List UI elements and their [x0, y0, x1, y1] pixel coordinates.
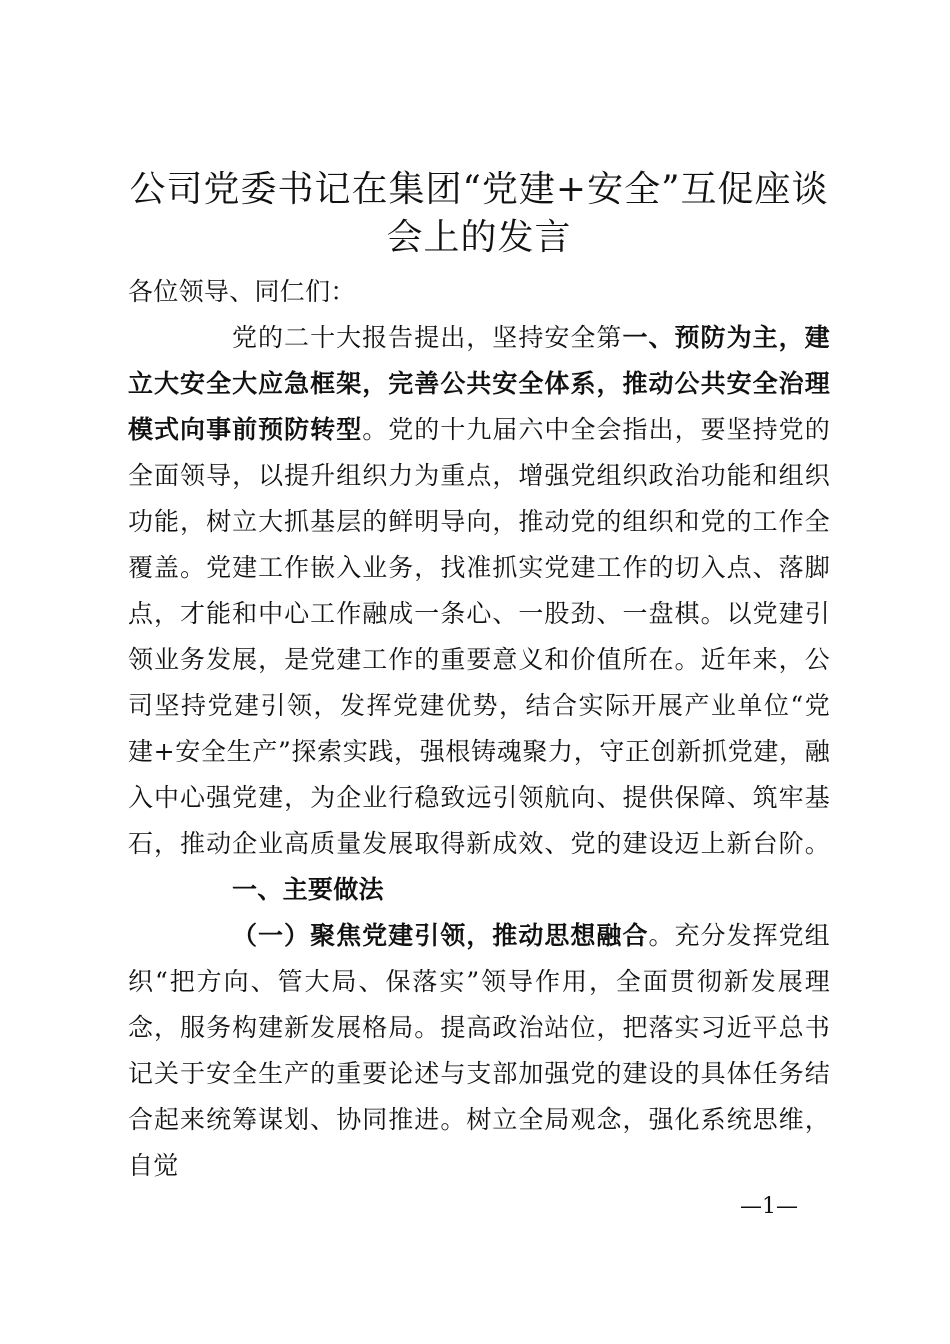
intro-line-5: 功能，树立大抓基层的鲜明导向，推动党的组织和党的工作全 — [128, 507, 830, 536]
intro-line-10: 建+安全生产”探索实践，强根铸魂聚力，守正创新抓党建，融 — [128, 737, 830, 766]
page-number: —1— — [740, 1194, 798, 1219]
document-title-line-2: 会上的发言 — [386, 217, 572, 258]
intro-line-2: 立大安全大应急框架，完善公共安全体系，推动公共安全治理 — [128, 369, 830, 398]
intro-line-3-text: 。党的十九届六中全会指出，要坚持党的 — [362, 415, 831, 444]
section-heading-1: 一、主要做法 — [232, 875, 384, 904]
intro-line-11: 入中心强党建，为企业行稳致远引领航向、提供保障、筑牢基 — [128, 783, 830, 812]
subsection-1-heading: （一）聚焦党建引领，推动思想融合 — [232, 921, 649, 950]
intro-line-7: 点，才能和中心工作融成一条心、一股劲、一盘棋。以党建引 — [128, 599, 830, 628]
salutation: 各位领导、同仁们： — [128, 277, 356, 306]
intro-line-1-bold: 一、预防为主，建 — [622, 323, 830, 352]
subsection-1-line-5: 合起来统筹谋划、协同推进。树立全局观念，强化系统思维， — [128, 1105, 830, 1134]
subsection-1-line-1 — [232, 913, 830, 959]
subsection-1-line-1-text: 。充分发挥党组 — [648, 921, 830, 950]
subsection-1-line-6: 自觉 — [128, 1151, 179, 1180]
intro-line-3 — [128, 407, 830, 453]
intro-line-12: 石，推动企业高质量发展取得新成效、党的建设迈上新台阶。 — [128, 829, 830, 858]
subsection-1-line-3: 念，服务构建新发展格局。提高政治站位，把落实习近平总书 — [128, 1013, 830, 1042]
intro-line-1 — [232, 315, 830, 361]
intro-line-1-text: 党的二十大报告提出，坚持安全第 — [232, 323, 623, 352]
intro-line-8: 领业务发展，是党建工作的重要意义和价值所在。近年来，公 — [128, 645, 830, 674]
intro-line-3-bold: 模式向事前预防转型 — [128, 415, 363, 444]
intro-line-9: 司坚持党建引领，发挥党建优势，结合实际开展产业单位“党 — [128, 691, 830, 720]
subsection-1-line-2: 织“把方向、管大局、保落实”领导作用，全面贯彻新发展理 — [128, 967, 830, 996]
intro-line-6: 覆盖。党建工作嵌入业务，找准抓实党建工作的切入点、落脚 — [128, 553, 830, 582]
intro-line-4: 全面领导，以提升组织力为重点，增强党组织政治功能和组织 — [128, 461, 830, 490]
document-title-line-1: 公司党委书记在集团“党建+安全”互促座谈 — [129, 169, 829, 210]
subsection-1-line-4: 记关于安全生产的重要论述与支部加强党的建设的具体任务结 — [128, 1059, 830, 1088]
